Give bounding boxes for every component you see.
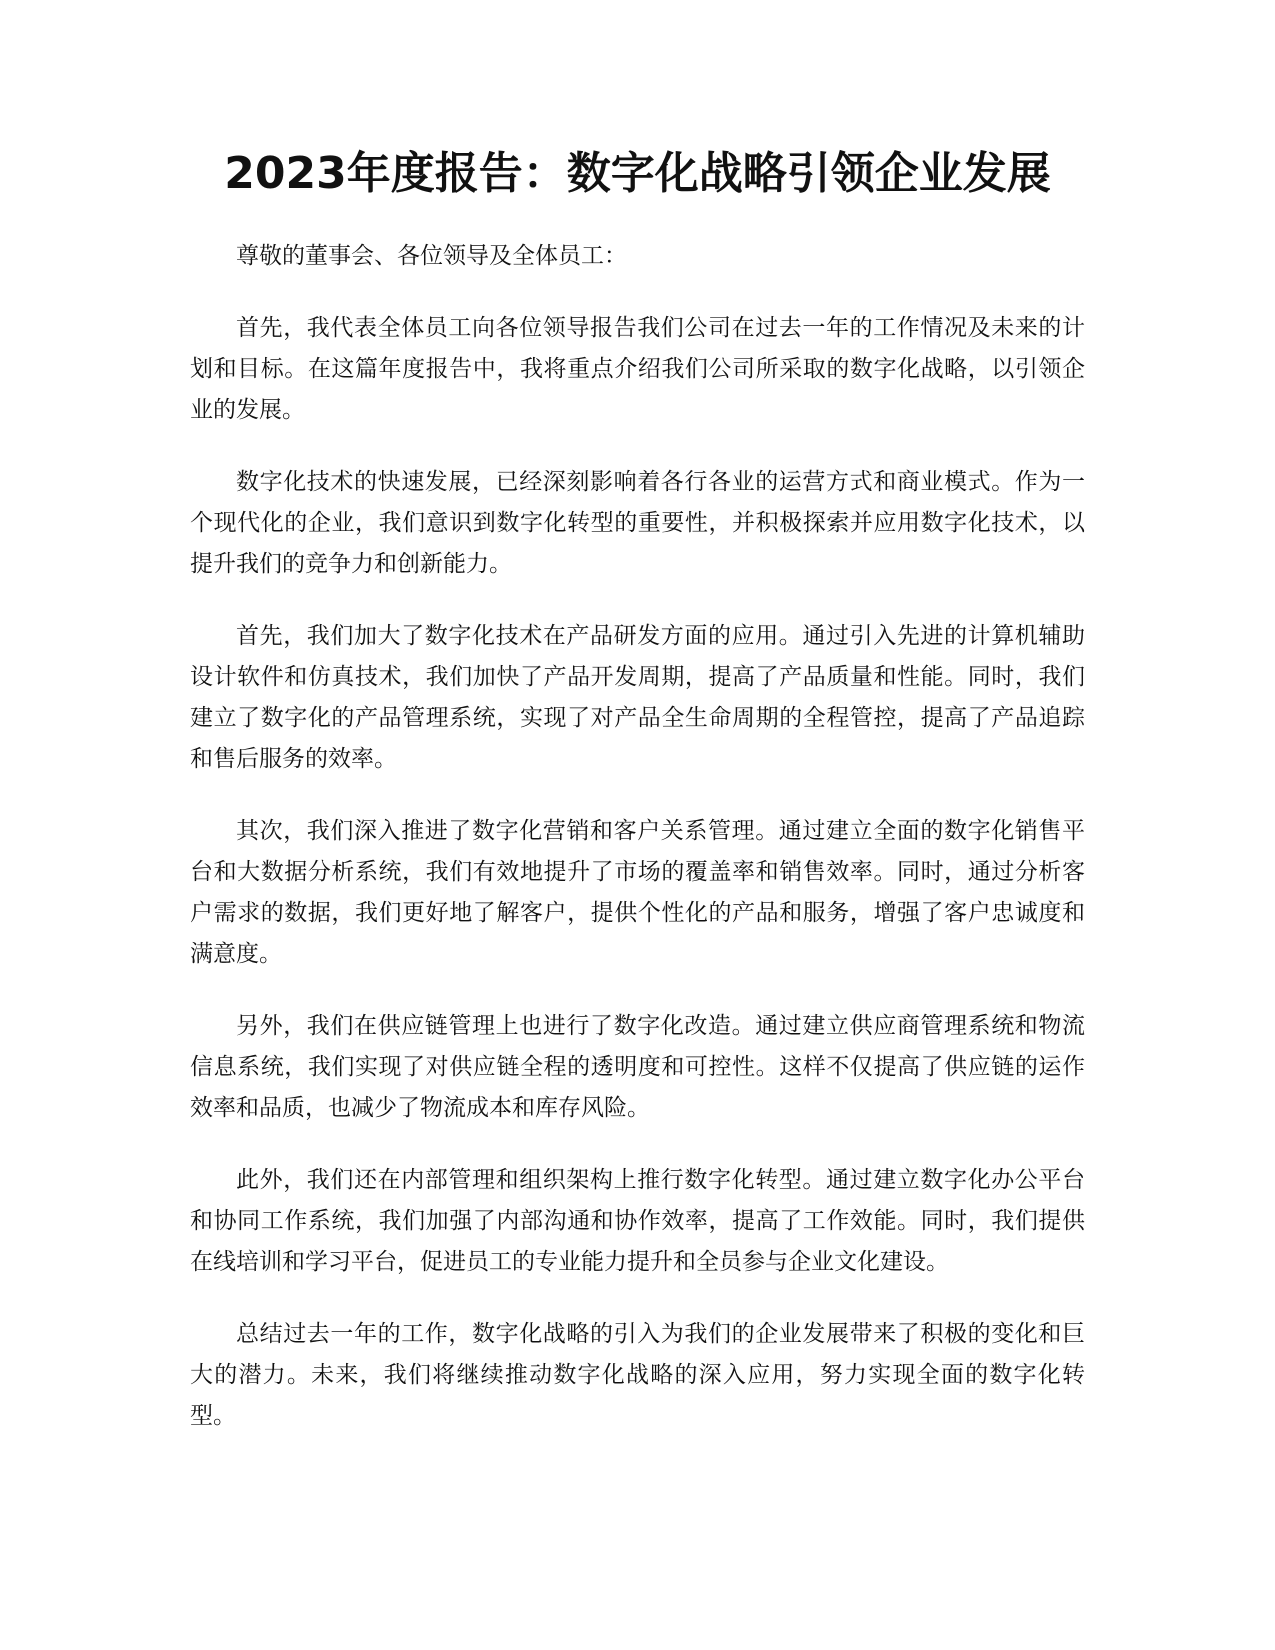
paragraph-2: 数字化技术的快速发展，已经深刻影响着各行各业的运营方式和商业模式。作为一个现代化的企业，我们意识到数字化转型的重要性，并积极探索并应用数字化技术，以提升我们的竞争力和创新能力。 (190, 469, 1085, 577)
document-title: 2023年度报告：数字化战略引领企业发展 (224, 148, 1051, 199)
paragraph-1: 首先，我代表全体员工向各位领导报告我们公司在过去一年的工作情况及未来的计划和目标。在这篇年度报告中，我将重点介绍我们公司所采取的数字化战略，以引领企业的发展。 (190, 315, 1085, 423)
salutation: 尊敬的董事会、各位领导及全体员工： (236, 243, 627, 269)
paragraph-6: 此外，我们还在内部管理和组织架构上推行数字化转型。通过建立数字化办公平台和协同工作系统，我们加强了内部沟通和协作效率，提高了工作效能。同时，我们提供在线培训和学习平台，促进员工的专业能力提升和全员参与企业文化建设。 (190, 1167, 1085, 1275)
document-body (190, 236, 1085, 1468)
paragraph-5: 另外，我们在供应链管理上也进行了数字化改造。通过建立供应商管理系统和物流信息系统，我们实现了对供应链全程的透明度和可控性。这样不仅提高了供应链的运作效率和品质，也减少了物流成本和库存风险。 (190, 1013, 1085, 1121)
paragraph-3: 首先，我们加大了数字化技术在产品研发方面的应用。通过引入先进的计算机辅助设计软件和仿真技术，我们加快了产品开发周期，提高了产品质量和性能。同时，我们建立了数字化的产品管理系统，实现了对产品全生命周期的全程管控，提高了产品追踪和售后服务的效率。 (190, 623, 1085, 772)
paragraph-7: 总结过去一年的工作，数字化战略的引入为我们的企业发展带来了积极的变化和巨大的潜力。未来，我们将继续推动数字化战略的深入应用，努力实现全面的数字化转型。 (190, 1321, 1085, 1429)
paragraph-4: 其次，我们深入推进了数字化营销和客户关系管理。通过建立全面的数字化销售平台和大数据分析系统，我们有效地提升了市场的覆盖率和销售效率。同时，通过分析客户需求的数据，我们更好地了解客户，提供个性化的产品和服务，增强了客户忠诚度和满意度。 (190, 818, 1085, 967)
